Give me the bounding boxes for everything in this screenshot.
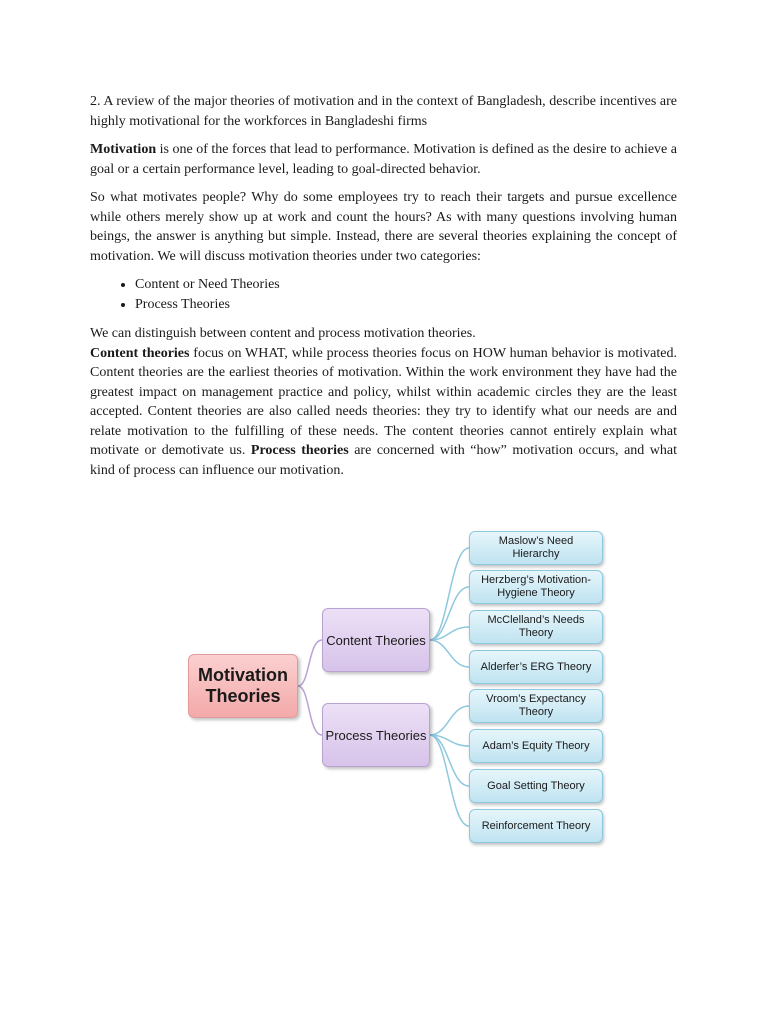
- connector-process-leaf: [430, 735, 469, 826]
- document-body: [90, 92, 677, 489]
- node-process-theories: Process Theories: [322, 703, 430, 767]
- content-theories-text: focus on WHAT, while process theories focus on HOW human behavior is motivated. Content theories are the earliest theories of motivation. Within the work environment they have had the greatest impact on management practice and policy, whilst within academic circles they are the least accepted. Content theories are also called needs theories: they try to identify what our needs are and relate motivation to the fulfilling of these needs. The content theories cannot entirely explain what motivate or demotivate us.: [90, 345, 677, 458]
- connector-process-leaf: [430, 735, 469, 746]
- node-content-theories: Content Theories: [322, 608, 430, 672]
- content-theories-term: Content theories: [90, 345, 190, 361]
- connector-root-content: [298, 640, 322, 686]
- content-theories-paragraph: [90, 344, 677, 481]
- list-item: • Content or Need Theories: [135, 275, 677, 295]
- connector-content-leaf: [430, 548, 469, 640]
- leaf-mcclelland: McClelland’s Needs Theory: [469, 610, 603, 644]
- connector-content-leaf: [430, 640, 469, 667]
- category-list: [90, 275, 677, 315]
- distinguish-line: We can distinguish between content and process motivation theories.: [90, 326, 476, 341]
- process-theories-term: Process theories: [250, 443, 349, 458]
- leaf-goal-setting: Goal Setting Theory: [469, 769, 603, 803]
- connector-content-leaf: [430, 587, 469, 640]
- question-paragraph: So what motivates people? Why do some employees try to reach their targets and pursue excellence while others merely show up at work and count the hours? As with many questions involving human beings, the answer is anything but simple. Instead, there are several theories explaining the concept of motivation. We will discuss motivation theories under two categories:: [90, 190, 677, 264]
- leaf-reinforcement: Reinforcement Theory: [469, 809, 603, 843]
- definition-text: is one of the forces that lead to performance. Motivation is defined as the desire to achieve a goal or a certain performance level, leading to goal-directed behavior.: [90, 142, 677, 177]
- connector-process-leaf: [430, 735, 469, 786]
- definition-term: Motivation: [90, 142, 157, 157]
- leaf-vroom: Vroom’s Expectancy Theory: [469, 689, 603, 723]
- leaf-adams: Adam’s Equity Theory: [469, 729, 603, 763]
- connector-process-leaf: [430, 706, 469, 735]
- leaf-maslow: Maslow’s Need Hierarchy: [469, 531, 603, 565]
- connector-root-process: [298, 686, 322, 735]
- leaf-herzberg: Herzberg’s Motivation-Hygiene Theory: [469, 570, 603, 604]
- root-node-motivation-theories: Motivation Theories: [188, 654, 298, 718]
- definition-paragraph: [90, 140, 677, 179]
- intro-paragraph: 2. A review of the major theories of motivation and in the context of Bangladesh, describe incentives are highly motivational for the workforces in Bangladeshi firms: [90, 94, 677, 129]
- list-item: • Process Theories: [135, 295, 677, 315]
- process-theories-text: are concerned with “how” motivation occurs, and what kind of process can influence our motivation.: [90, 443, 678, 478]
- leaf-alderfer: Alderfer’s ERG Theory: [469, 650, 603, 684]
- connector-content-leaf: [430, 627, 469, 640]
